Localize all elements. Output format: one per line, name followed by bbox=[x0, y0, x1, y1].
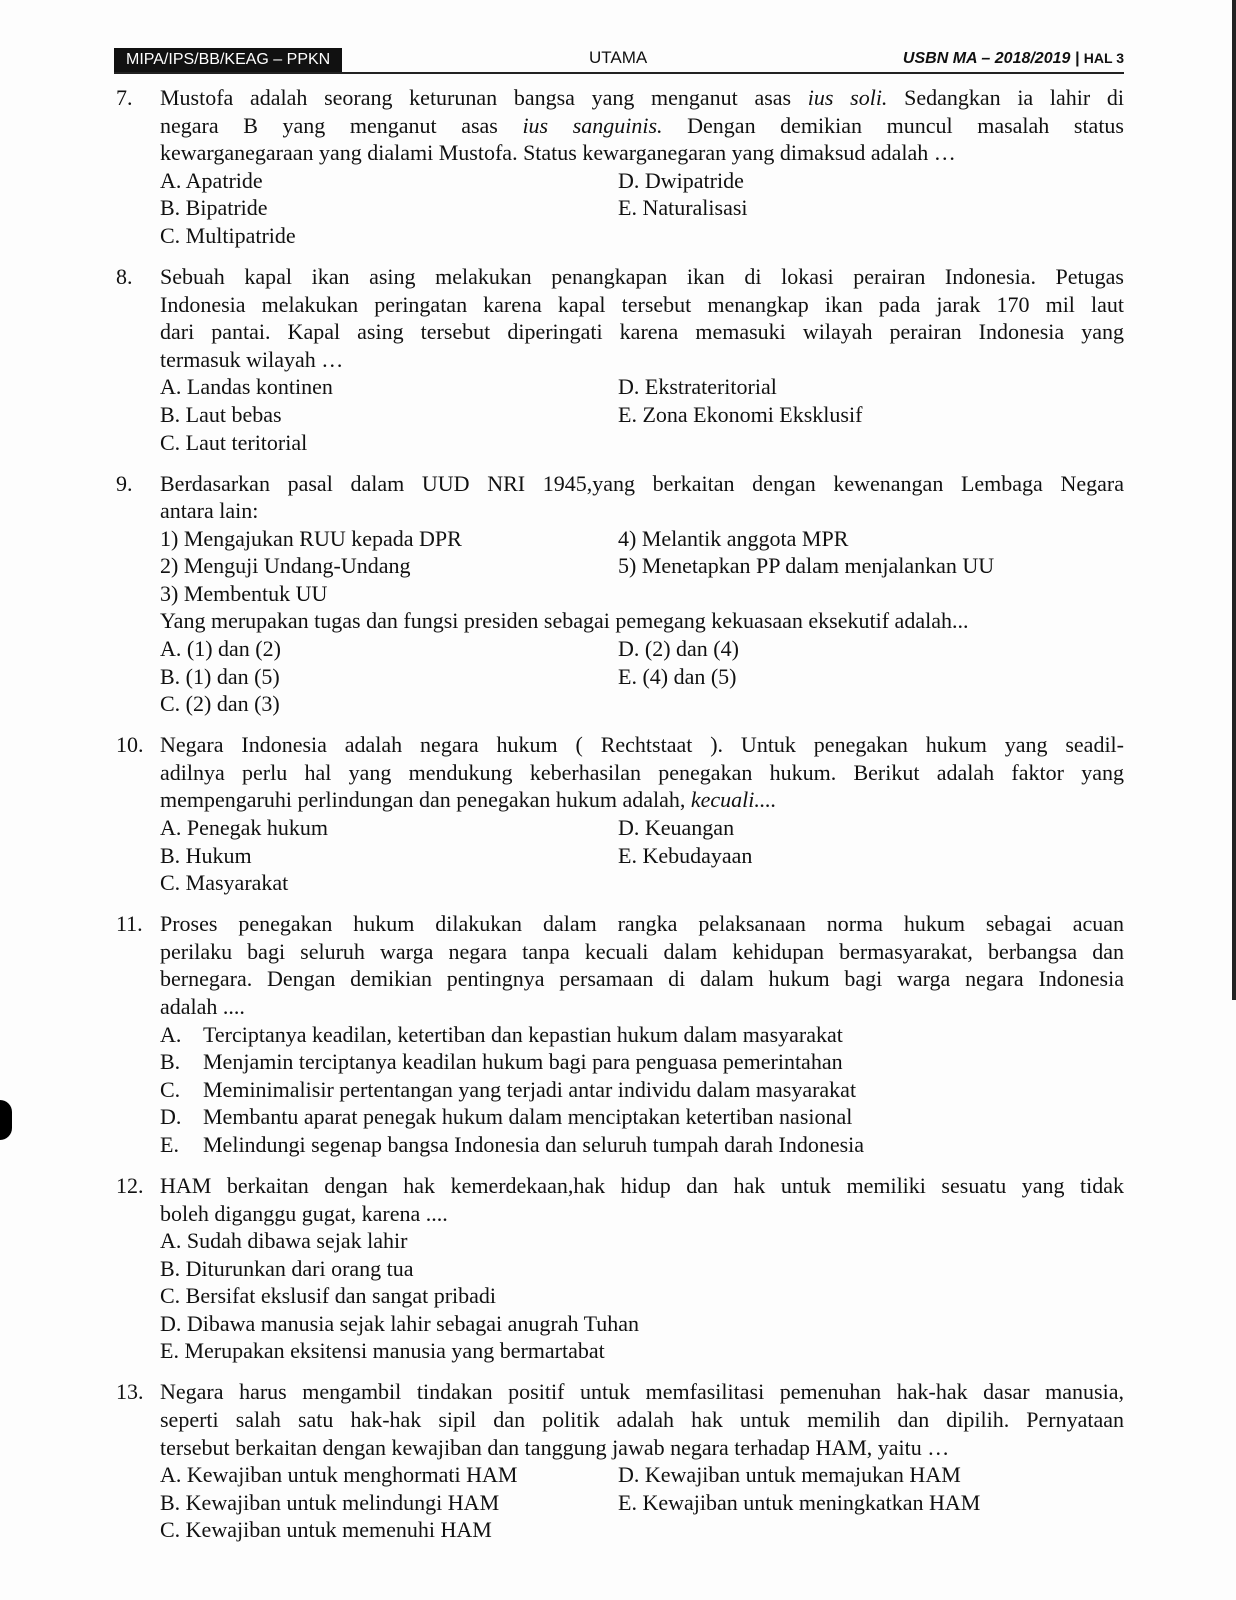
answer-option bbox=[160, 1131, 1124, 1159]
stem-text: kecuali.... bbox=[690, 787, 777, 813]
stem-text: Sedangkan ia lahir di bbox=[887, 85, 1124, 110]
statement-item: 4) Melantik anggota MPR bbox=[618, 525, 849, 551]
question-body bbox=[160, 1172, 1124, 1365]
answer-option-row bbox=[160, 1461, 1124, 1489]
question-number: 11. bbox=[116, 911, 143, 937]
question bbox=[116, 1172, 1124, 1365]
stem-line bbox=[160, 497, 1124, 525]
answer-option: A. Apatride bbox=[160, 167, 263, 193]
stem-text: adalah .... bbox=[160, 993, 245, 1019]
stem-line bbox=[160, 84, 1124, 112]
question bbox=[116, 84, 1124, 250]
answer-option: D. Dwipatride bbox=[618, 167, 744, 193]
question-list bbox=[116, 84, 1124, 1557]
question-body bbox=[160, 263, 1124, 456]
stem-text: seperti salah satu hak-hak sipil dan politik adalah hak untuk memilih dan dipilih. Pernyataan bbox=[160, 1407, 1124, 1433]
stem-text: kewarganegaraan yang dialami Mustofa. Status kewarganegaran yang dimaksud adalah … bbox=[160, 140, 956, 166]
stem-line bbox=[160, 1378, 1124, 1406]
answer-option-row bbox=[160, 869, 1124, 897]
stem-text: Negara Indonesia adalah negara hukum ( Rechtstaat ). Untuk penegakan hukum yang seadil- bbox=[160, 732, 1124, 758]
stem-line bbox=[160, 786, 1124, 814]
question-number: 10. bbox=[116, 732, 144, 758]
question-prompt: Yang merupakan tugas dan fungsi presiden sebagai pemegang kekuasaan eksekutif adalah... bbox=[160, 608, 969, 634]
answer-option bbox=[160, 1021, 1124, 1049]
answer-option-row bbox=[160, 194, 1124, 222]
question-body bbox=[160, 84, 1124, 250]
stem-line bbox=[160, 112, 1124, 140]
question-body bbox=[160, 731, 1124, 897]
stem-line bbox=[160, 318, 1124, 346]
question-body bbox=[160, 1378, 1124, 1544]
subject-label: MIPA/IPS/BB/KEAG – PPKN bbox=[114, 48, 342, 72]
stem-text: HAM berkaitan dengan hak kemerdekaan,hak hidup dan hak untuk memiliki sesuatu yang tidak bbox=[160, 1172, 1124, 1198]
question bbox=[116, 470, 1124, 718]
stem-text: adilnya perlu hal yang mendukung keberhasilan penegakan hukum. Berikut adalah faktor yang bbox=[160, 759, 1124, 785]
statement-item: 3) Membentuk UU bbox=[160, 580, 328, 606]
stem-text: Proses penegakan hukum dilakukan dalam rangka pelaksanaan norma hukum sebagai acuan bbox=[160, 911, 1124, 937]
stem-text: Dengan demikian muncul masalah status bbox=[662, 112, 1124, 138]
option-letter: A. bbox=[160, 1021, 182, 1047]
stem-line bbox=[160, 346, 1124, 374]
stem-line bbox=[160, 139, 1124, 167]
stem-text: boleh diganggu gugat, karena .... bbox=[160, 1200, 448, 1226]
question-body bbox=[160, 910, 1124, 1158]
answer-option: E. Kebudayaan bbox=[618, 842, 753, 868]
question-number: 7. bbox=[116, 85, 133, 110]
stem-line bbox=[160, 910, 1124, 938]
answer-option: A. Landas kontinen bbox=[160, 374, 333, 400]
answer-option: B. Diturunkan dari orang tua bbox=[160, 1255, 414, 1281]
answer-option: C. Bersifat ekslusif dan sangat pribadi bbox=[160, 1283, 497, 1309]
exam-type: UTAMA bbox=[589, 48, 648, 67]
answer-option: B. Bipatride bbox=[160, 195, 268, 221]
answer-option-row bbox=[160, 842, 1124, 870]
stem-text: Sebuah kapal ikan asing melakukan penangkapan ikan di lokasi perairan Indonesia. Petugas bbox=[160, 263, 1124, 289]
stem-text: bernegara. Dengan demikian pentingnya persamaan di dalam hukum bagi warga negara Indonesia bbox=[160, 966, 1124, 992]
option-text: Meminimalisir pertentangan yang terjadi antar individu dalam masyarakat bbox=[203, 1076, 857, 1102]
scan-edge bbox=[1232, 0, 1236, 1000]
stem-text: negara B yang menganut asas bbox=[160, 112, 523, 138]
question bbox=[116, 731, 1124, 897]
answer-option-row bbox=[160, 1516, 1124, 1544]
stem-line bbox=[160, 263, 1124, 291]
stem-text: Berdasarkan pasal dalam UUD NRI 1945,yang berkaitan dengan kewenangan Lembaga Negara bbox=[160, 470, 1124, 496]
answer-option-row bbox=[160, 690, 1124, 718]
stem-line bbox=[160, 731, 1124, 759]
stem-line bbox=[160, 965, 1124, 993]
answer-option-row bbox=[160, 401, 1124, 429]
answer-option: B. Kewajiban untuk melindungi HAM bbox=[160, 1489, 500, 1515]
answer-option bbox=[160, 1076, 1124, 1104]
answer-option: A. (1) dan (2) bbox=[160, 636, 281, 662]
answer-option: C. Kewajiban untuk memenuhi HAM bbox=[160, 1517, 492, 1543]
stem-line bbox=[160, 1200, 1124, 1228]
answer-option: D. Ekstrateritorial bbox=[618, 374, 777, 400]
option-letter: C. bbox=[160, 1076, 181, 1102]
answer-option-row bbox=[160, 167, 1124, 195]
answer-option-row bbox=[160, 429, 1124, 457]
question-number: 8. bbox=[116, 263, 133, 289]
answer-option: E. Merupakan eksitensi manusia yang bermartabat bbox=[160, 1338, 605, 1364]
stem-text: tersebut berkaitan dengan kewajiban dan tanggung jawab negara terhadap HAM, yaitu … bbox=[160, 1434, 950, 1460]
question-number: 9. bbox=[116, 470, 133, 496]
answer-option: D. (2) dan (4) bbox=[618, 636, 739, 662]
stem-line bbox=[160, 1434, 1124, 1462]
answer-option: B. Laut bebas bbox=[160, 401, 282, 427]
answer-option: E. Naturalisasi bbox=[618, 195, 748, 221]
question-number: 13. bbox=[116, 1379, 144, 1405]
option-letter: E. bbox=[160, 1131, 179, 1157]
answer-option: E. Kewajiban untuk meningkatkan HAM bbox=[618, 1489, 981, 1515]
option-letter: B. bbox=[160, 1049, 181, 1075]
answer-option: C. Masyarakat bbox=[160, 870, 289, 896]
answer-option: D. Keuangan bbox=[618, 815, 735, 841]
option-text: Membantu aparat penegak hukum dalam menciptakan ketertiban nasional bbox=[203, 1104, 853, 1130]
answer-option-row bbox=[160, 663, 1124, 691]
answer-option: D. Kewajiban untuk memajukan HAM bbox=[618, 1462, 961, 1488]
stem-text: mempengaruhi perlindungan dan penegakan hukum adalah, bbox=[160, 787, 691, 813]
stem-line bbox=[160, 470, 1124, 498]
stem-text: Indonesia melakukan peringatan karena kapal tersebut menangkap ikan pada jarak 170 mil laut bbox=[160, 291, 1124, 317]
exam-title bbox=[903, 48, 1124, 69]
answer-option bbox=[160, 1048, 1124, 1076]
page-header bbox=[114, 48, 1124, 74]
statement-item: 2) Menguji Undang-Undang bbox=[160, 553, 411, 579]
stem-text: ius soli. bbox=[807, 85, 888, 110]
question bbox=[116, 263, 1124, 456]
stem-text: dari pantai. Kapal asing tersebut diperingati karena memasuki wilayah perairan Indonesia yang bbox=[160, 319, 1124, 345]
answer-option: B. (1) dan (5) bbox=[160, 663, 280, 689]
statement-item-row bbox=[160, 552, 1124, 580]
separator: | bbox=[1074, 50, 1080, 67]
answer-option: B. Hukum bbox=[160, 842, 252, 868]
stem-line bbox=[160, 1172, 1124, 1200]
answer-option-row bbox=[160, 222, 1124, 250]
stem-text: ius sanguinis. bbox=[522, 112, 663, 138]
stem-line bbox=[160, 291, 1124, 319]
option-text: Terciptanya keadilan, ketertiban dan kepastian hukum dalam masyarakat bbox=[203, 1021, 843, 1047]
statement-item: 5) Menetapkan PP dalam menjalankan UU bbox=[618, 553, 995, 579]
option-text: Menjamin terciptanya keadilan hukum bagi para penguasa pemerintahan bbox=[203, 1049, 843, 1075]
answer-option: A. Penegak hukum bbox=[160, 815, 329, 841]
stem-line bbox=[160, 1406, 1124, 1434]
question bbox=[116, 1378, 1124, 1544]
answer-option: A. Sudah dibawa sejak lahir bbox=[160, 1228, 408, 1254]
answer-option: E. (4) dan (5) bbox=[618, 663, 737, 689]
answer-option-row bbox=[160, 635, 1124, 663]
stem-line bbox=[160, 938, 1124, 966]
option-letter: D. bbox=[160, 1104, 182, 1130]
statement-item: 1) Mengajukan RUU kepada DPR bbox=[160, 525, 462, 551]
option-text: Melindungi segenap bangsa Indonesia dan seluruh tumpah darah Indonesia bbox=[203, 1131, 865, 1157]
answer-option-row bbox=[160, 1489, 1124, 1517]
scan-mark bbox=[0, 1100, 12, 1140]
exam-year: USBN MA – 2018/2019 bbox=[902, 50, 1071, 67]
stem-text: termasuk wilayah … bbox=[160, 346, 344, 372]
question-body bbox=[160, 470, 1124, 718]
answer-option: A. Kewajiban untuk menghormati HAM bbox=[160, 1462, 518, 1488]
statement-item-row bbox=[160, 525, 1124, 553]
stem-text: Mustofa adalah seorang keturunan bangsa yang menganut asas bbox=[160, 85, 808, 110]
answer-option: E. Zona Ekonomi Eksklusif bbox=[618, 401, 863, 427]
answer-option: C. Laut teritorial bbox=[160, 429, 308, 455]
answer-option: D. Dibawa manusia sejak lahir sebagai anugrah Tuhan bbox=[160, 1310, 639, 1336]
answer-option bbox=[160, 1103, 1124, 1131]
answer-option: C. Multipatride bbox=[160, 222, 296, 248]
answer-option: C. (2) dan (3) bbox=[160, 691, 280, 717]
answer-option-row bbox=[160, 373, 1124, 401]
question-number: 12. bbox=[116, 1172, 144, 1198]
stem-text: Negara harus mengambil tindakan positif untuk memfasilitasi pemenuhan hak-hak dasar manusia, bbox=[160, 1379, 1124, 1405]
page-number: HAL 3 bbox=[1083, 50, 1124, 66]
statement-item-row bbox=[160, 580, 1124, 608]
stem-text: perilaku bagi seluruh warga negara tanpa kecuali dalam kehidupan bermasyarakat, berbangsa dan bbox=[160, 938, 1124, 964]
answer-option-row bbox=[160, 814, 1124, 842]
stem-line bbox=[160, 993, 1124, 1021]
stem-line bbox=[160, 759, 1124, 787]
question bbox=[116, 910, 1124, 1158]
stem-text: antara lain: bbox=[160, 498, 259, 524]
